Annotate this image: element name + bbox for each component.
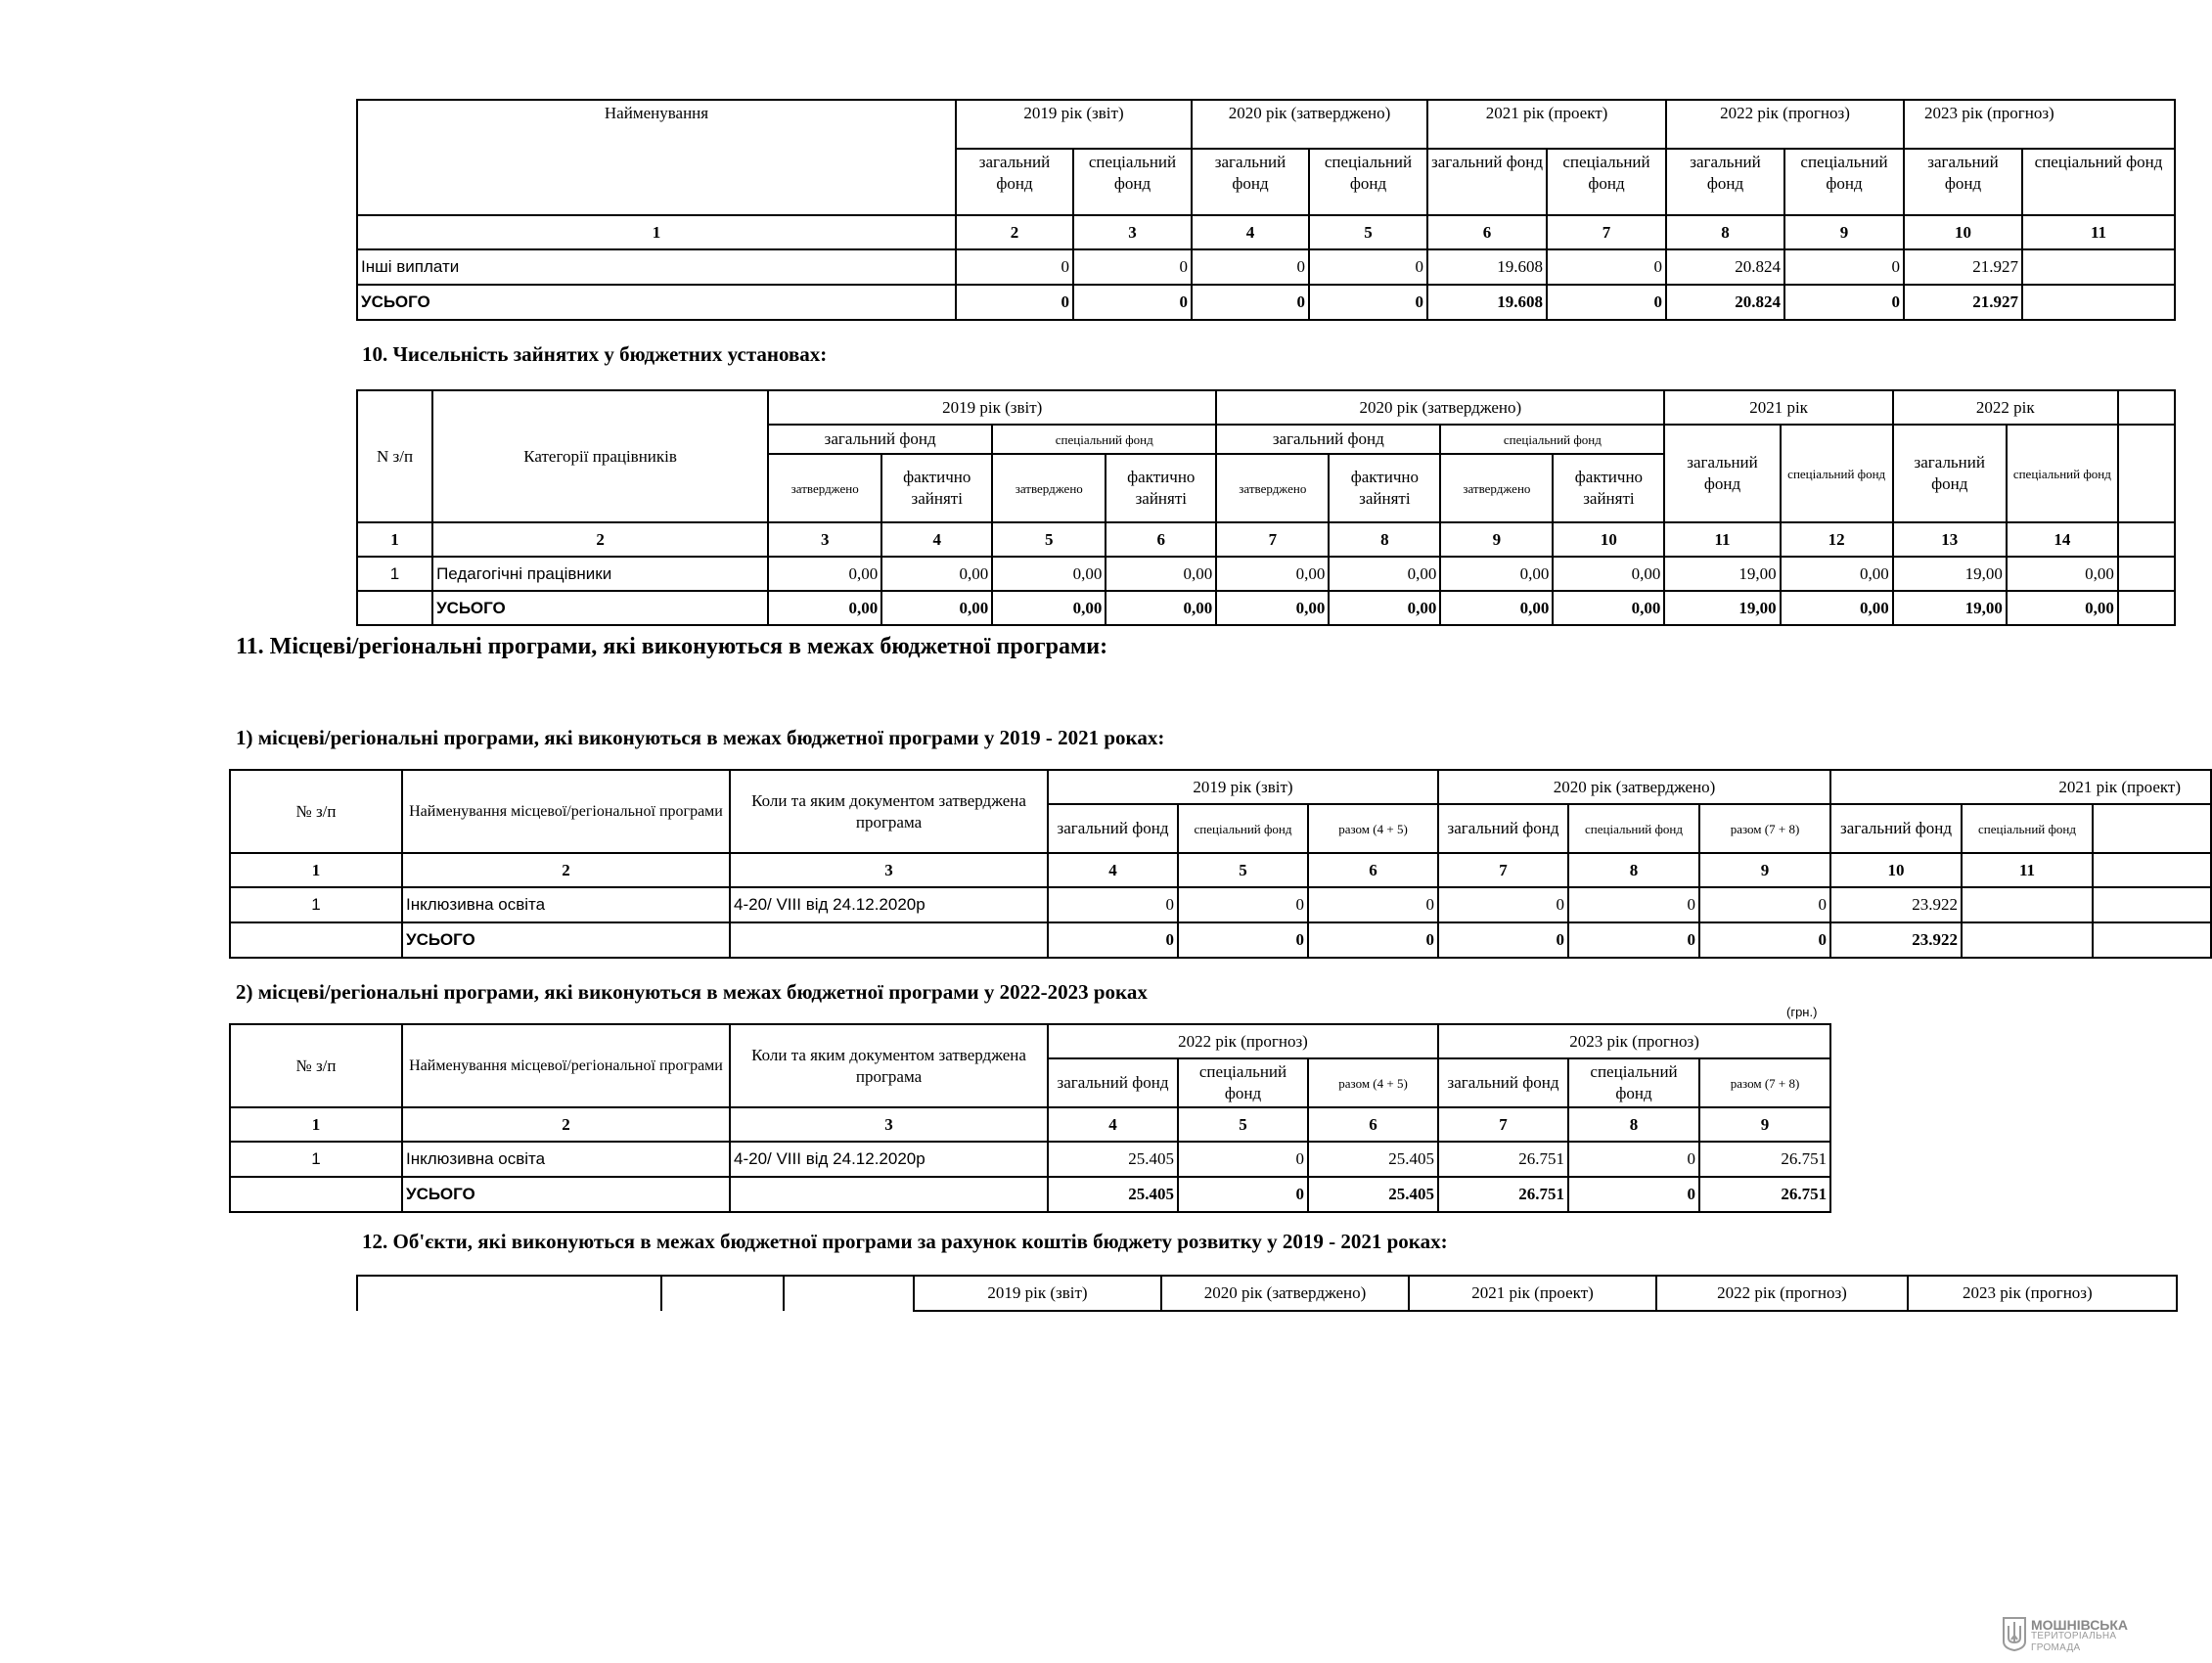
year-header: 2020 рік (затверджено) xyxy=(1161,1276,1409,1311)
col-number: 11 xyxy=(2022,215,2175,249)
logo-line3: ГРОМАДА xyxy=(2031,1641,2081,1653)
cell-value: 0 xyxy=(1568,1177,1699,1212)
col-number: 13 xyxy=(1893,522,2007,557)
row-name: Інклюзивна освіта xyxy=(402,887,730,922)
fund-header: спеціальний фонд xyxy=(1309,149,1427,215)
year-header: 2021 рік xyxy=(1664,390,1892,425)
cell-value: 0 xyxy=(1073,249,1192,285)
table-row xyxy=(357,591,2175,625)
col-number: 11 xyxy=(1962,853,2093,887)
row-name: Інклюзивна освіта xyxy=(402,1142,730,1177)
row-name: Педагогічні працівники xyxy=(432,557,768,591)
cell-value: 0,00 xyxy=(881,591,992,625)
fund-header: загальний фонд xyxy=(956,149,1073,215)
cell-value: 0 xyxy=(1048,887,1178,922)
year-header: 2022 рік xyxy=(1893,390,2118,425)
cell-value xyxy=(2022,285,2175,320)
col-number: 1 xyxy=(357,215,956,249)
row-number xyxy=(230,1177,402,1212)
col-number: 7 xyxy=(1438,1107,1568,1142)
year-header: 2019 рік (звіт) xyxy=(768,390,1216,425)
cell-value: 0,00 xyxy=(1440,557,1553,591)
fund-header: загальний фонд xyxy=(768,425,992,454)
col-number: 4 xyxy=(1192,215,1309,249)
col-number: 1 xyxy=(230,853,402,887)
fund-header: спеціальний фонд xyxy=(1178,804,1308,853)
cell-value: 25.405 xyxy=(1308,1177,1438,1212)
cell-value: 0 xyxy=(1784,285,1904,320)
table-row xyxy=(230,922,2211,958)
cell-value: 0,00 xyxy=(1553,557,1664,591)
sum-header: разом (4 + 5) xyxy=(1308,1058,1438,1107)
year-header: 2020 рік (затверджено) xyxy=(1192,100,1427,149)
fund-header: загальний фонд xyxy=(1830,804,1962,853)
col-number: 7 xyxy=(1216,522,1329,557)
cell-value: 20.824 xyxy=(1666,249,1784,285)
row-document xyxy=(730,1177,1048,1212)
cell-value: 0 xyxy=(1073,285,1192,320)
cell-value: 0 xyxy=(1438,887,1568,922)
col-document-header: Коли та яким документом затверджена програма xyxy=(730,770,1048,853)
cell-value: 0 xyxy=(1568,887,1699,922)
cell-value: 0,00 xyxy=(1216,591,1329,625)
cell-value: 0,00 xyxy=(992,591,1106,625)
cell-value: 0 xyxy=(1192,249,1309,285)
col-number: 3 xyxy=(730,853,1048,887)
cell-value: 25.405 xyxy=(1048,1142,1178,1177)
section-12-title: 12. Об'єкти, які виконуються в межах бюджетної програми за рахунок коштів бюджету розвитку у 2019 - 2021 роках: xyxy=(362,1230,1448,1253)
year-header: 2021 рік (проект) xyxy=(1409,1276,1656,1311)
cell-value: 0 xyxy=(1192,285,1309,320)
cell-value: 0 xyxy=(1178,922,1308,958)
row-name: Інші виплати xyxy=(357,249,956,285)
cell-value: 0,00 xyxy=(881,557,992,591)
section-11-title: 11. Місцеві/регіональні програми, які виконуються в межах бюджетної програми: xyxy=(236,634,1108,659)
fund-header: спеціальний фонд xyxy=(1781,425,1893,522)
col-number: 8 xyxy=(1568,853,1699,887)
cell-value: 0 xyxy=(1784,249,1904,285)
cell-value: 0 xyxy=(1547,285,1666,320)
col-number: 11 xyxy=(1664,522,1780,557)
cell-cut xyxy=(2093,887,2211,922)
fund-header-cut xyxy=(2118,425,2175,522)
cell-value: 19.608 xyxy=(1427,249,1547,285)
col-number: 12 xyxy=(1781,522,1893,557)
col-n-header: № з/п xyxy=(230,770,402,853)
section-11-sub2: 2) місцеві/регіональні програми, які виконуються в межах бюджетної програми у 2022-2023 роках xyxy=(236,980,1148,1004)
col-number: 7 xyxy=(1547,215,1666,249)
row-number xyxy=(357,591,432,625)
fund-header: загальний фонд xyxy=(1048,804,1178,853)
cell-value: 20.824 xyxy=(1666,285,1784,320)
unit-label: (грн.) xyxy=(1786,1005,1818,1019)
actual-header: фактично зайняті xyxy=(1329,454,1440,522)
col-number: 10 xyxy=(1830,853,1962,887)
fund-header: спеціальний фонд xyxy=(1568,804,1699,853)
row-name: УСЬОГО xyxy=(402,922,730,958)
cell-value: 0,00 xyxy=(1106,591,1216,625)
cell-value: 26.751 xyxy=(1438,1142,1568,1177)
col-number: 2 xyxy=(956,215,1073,249)
cell-value: 26.751 xyxy=(1699,1142,1830,1177)
cell-value: 19,00 xyxy=(1664,557,1780,591)
year-header: 2023 рік (прогноз) xyxy=(1904,100,2175,149)
community-logo xyxy=(2002,1616,2128,1656)
programs-2019-2021-wrapper xyxy=(229,769,2182,960)
cell-cut xyxy=(2118,557,2175,591)
col-program-header: Найменування місцевої/регіональної програми xyxy=(402,1024,730,1107)
fund-header: загальний фонд xyxy=(1216,425,1440,454)
cell-value: 0,00 xyxy=(768,591,881,625)
col-n-header: № з/п xyxy=(230,1024,402,1107)
cell-value: 0,00 xyxy=(1781,591,1893,625)
col-program-header: Найменування місцевої/регіональної програми xyxy=(402,770,730,853)
cell-value: 0 xyxy=(1309,285,1427,320)
year-header: 2022 рік (прогноз) xyxy=(1666,100,1904,149)
cell-value: 0 xyxy=(1438,922,1568,958)
trident-emblem-icon xyxy=(2002,1616,2027,1656)
col-number: 9 xyxy=(1699,853,1830,887)
year-header: 2022 рік (прогноз) xyxy=(1656,1276,1908,1311)
row-number: 1 xyxy=(230,1142,402,1177)
cell-value: 0,00 xyxy=(1106,557,1216,591)
cell-value: 0,00 xyxy=(1553,591,1664,625)
col-number: 8 xyxy=(1329,522,1440,557)
col-number: 2 xyxy=(402,853,730,887)
row-name: УСЬОГО xyxy=(402,1177,730,1212)
fund-header: спеціальний фонд xyxy=(2007,425,2118,522)
year-header-cut xyxy=(2118,390,2175,425)
fund-header: спеціальний фонд xyxy=(1784,149,1904,215)
fund-header: загальний фонд xyxy=(1048,1058,1178,1107)
year-header: 2019 рік (звіт) xyxy=(914,1276,1161,1311)
cell-value: 21.927 xyxy=(1904,285,2022,320)
col-number: 5 xyxy=(1309,215,1427,249)
cell-value: 26.751 xyxy=(1699,1177,1830,1212)
cell-value: 0 xyxy=(1048,922,1178,958)
col-document-header: Коли та яким документом затверджена програма xyxy=(730,1024,1048,1107)
cell-value: 19.608 xyxy=(1427,285,1547,320)
cell-value: 0,00 xyxy=(1440,591,1553,625)
table-row xyxy=(230,1177,1830,1212)
cell-value: 0 xyxy=(1699,922,1830,958)
cell-value: 0,00 xyxy=(1781,557,1893,591)
staff-table-wrapper xyxy=(356,389,2114,629)
fund-header: спеціальний фонд xyxy=(1440,425,1664,454)
blank-header xyxy=(784,1276,914,1311)
col-number: 3 xyxy=(768,522,881,557)
cell-value: 25.405 xyxy=(1048,1177,1178,1212)
table-row xyxy=(230,1142,1830,1177)
cell-value: 19,00 xyxy=(1893,591,2007,625)
cell-value: 0 xyxy=(1568,1142,1699,1177)
col-number: 4 xyxy=(1048,853,1178,887)
cell-value: 0 xyxy=(956,285,1073,320)
col-number: 8 xyxy=(1666,215,1784,249)
sum-header: разом (4 + 5) xyxy=(1308,804,1438,853)
fund-header: загальний фонд xyxy=(1192,149,1309,215)
section-11-sub1: 1) місцеві/регіональні програми, які виконуються в межах бюджетної програми у 2019 - 2021 роках: xyxy=(236,726,1165,749)
cell-value: 21.927 xyxy=(1904,249,2022,285)
cell-cut xyxy=(2118,591,2175,625)
sum-header: разом (7 + 8) xyxy=(1699,804,1830,853)
col-number: 9 xyxy=(1699,1107,1830,1142)
col-number: 3 xyxy=(1073,215,1192,249)
col-name-header: Найменування xyxy=(357,100,956,215)
cell-value: 0 xyxy=(1308,922,1438,958)
programs-2019-2021-table xyxy=(229,769,2212,959)
cell-value: 0 xyxy=(956,249,1073,285)
fund-header: спеціальний фонд xyxy=(2022,149,2175,215)
year-header: 2020 рік (затверджено) xyxy=(1216,390,1664,425)
col-category-header: Категорії працівників xyxy=(432,390,768,522)
actual-header: фактично зайняті xyxy=(1106,454,1216,522)
row-number: 1 xyxy=(357,557,432,591)
cell-value: 0 xyxy=(1699,887,1830,922)
row-number: 1 xyxy=(230,887,402,922)
year-header: 2019 рік (звіт) xyxy=(1048,770,1438,804)
cell-value: 0 xyxy=(1308,887,1438,922)
cell-value: 0 xyxy=(1178,887,1308,922)
col-number: 5 xyxy=(1178,853,1308,887)
cell-value: 0,00 xyxy=(2007,557,2118,591)
cell-value: 0 xyxy=(1178,1142,1308,1177)
blank-header xyxy=(661,1276,784,1311)
col-number: 3 xyxy=(730,1107,1048,1142)
year-header: 2023 рік (прогноз) xyxy=(1438,1024,1830,1058)
sum-header: разом (7 + 8) xyxy=(1699,1058,1830,1107)
row-document xyxy=(730,922,1048,958)
table-row xyxy=(357,249,2175,285)
cell-value xyxy=(2022,249,2175,285)
fund-header: загальний фонд xyxy=(1438,1058,1568,1107)
col-number: 6 xyxy=(1308,853,1438,887)
col-number: 8 xyxy=(1568,1107,1699,1142)
fund-header: загальний фонд xyxy=(1664,425,1780,522)
fund-header: загальний фонд xyxy=(1904,149,2022,215)
table-row xyxy=(357,285,2175,320)
cell-value: 19,00 xyxy=(1893,557,2007,591)
col-n-header: N з/п xyxy=(357,390,432,522)
objects-table xyxy=(356,1275,2178,1312)
col-number: 5 xyxy=(1178,1107,1308,1142)
table-row xyxy=(230,887,2211,922)
cell-value: 0,00 xyxy=(1329,557,1440,591)
cell-value: 0,00 xyxy=(1216,557,1329,591)
fund-header: загальний фонд xyxy=(1893,425,2007,522)
objects-table-wrapper xyxy=(356,1275,2093,1312)
actual-header: фактично зайняті xyxy=(1553,454,1664,522)
programs-2022-2023-table xyxy=(229,1023,1831,1213)
logo-line1: МОШНІВСЬКА xyxy=(2031,1616,2129,1633)
fund-header: спеціальний фонд xyxy=(1073,149,1192,215)
year-header: 2022 рік (прогноз) xyxy=(1048,1024,1438,1058)
fund-header-cut xyxy=(2093,804,2211,853)
cell-value: 26.751 xyxy=(1438,1177,1568,1212)
col-number: 2 xyxy=(432,522,768,557)
col-number: 5 xyxy=(992,522,1106,557)
cell-value: 23.922 xyxy=(1830,922,1962,958)
col-number: 14 xyxy=(2007,522,2118,557)
year-header: 2023 рік (прогноз) xyxy=(1908,1276,2177,1311)
cell-value: 0,00 xyxy=(992,557,1106,591)
year-header: 2021 рік (проект) xyxy=(1427,100,1666,149)
col-number: 2 xyxy=(402,1107,730,1142)
cell-value xyxy=(1962,887,2093,922)
cell-value: 0 xyxy=(1178,1177,1308,1212)
fund-header: загальний фонд xyxy=(1438,804,1568,853)
col-number-cut xyxy=(2118,522,2175,557)
fund-header: спеціальний фонд xyxy=(1547,149,1666,215)
staff-table xyxy=(356,389,2176,626)
approved-header: затверджено xyxy=(992,454,1106,522)
col-number: 6 xyxy=(1308,1107,1438,1142)
fund-header: загальний фонд xyxy=(1666,149,1784,215)
year-header: 2020 рік (затверджено) xyxy=(1438,770,1830,804)
expenses-table-wrapper xyxy=(356,99,2163,324)
cell-value: 0,00 xyxy=(1329,591,1440,625)
cell-cut xyxy=(2093,922,2211,958)
row-name: УСЬОГО xyxy=(357,285,956,320)
section-10-title: 10. Чисельність зайнятих у бюджетних установах: xyxy=(362,342,828,366)
cell-value: 19,00 xyxy=(1664,591,1780,625)
fund-header: спеціальний фонд xyxy=(1568,1058,1699,1107)
col-number: 9 xyxy=(1784,215,1904,249)
fund-header: спеціальний фонд xyxy=(1962,804,2093,853)
cell-value: 0,00 xyxy=(768,557,881,591)
col-number: 10 xyxy=(1904,215,2022,249)
row-name: УСЬОГО xyxy=(432,591,768,625)
fund-header: загальний фонд xyxy=(1427,149,1547,215)
actual-header: фактично зайняті xyxy=(881,454,992,522)
col-number: 6 xyxy=(1427,215,1547,249)
cell-value: 0 xyxy=(1547,249,1666,285)
approved-header: затверджено xyxy=(1216,454,1329,522)
col-number: 4 xyxy=(881,522,992,557)
col-number: 9 xyxy=(1440,522,1553,557)
blank-header xyxy=(357,1276,661,1311)
col-number-cut xyxy=(2093,853,2211,887)
cell-value xyxy=(1962,922,2093,958)
cell-value: 23.922 xyxy=(1830,887,1962,922)
fund-header: спеціальний фонд xyxy=(992,425,1216,454)
col-number: 1 xyxy=(230,1107,402,1142)
expenses-table xyxy=(356,99,2176,321)
cell-value: 0 xyxy=(1309,249,1427,285)
approved-header: затверджено xyxy=(768,454,881,522)
col-number: 7 xyxy=(1438,853,1568,887)
cell-value: 0 xyxy=(1568,922,1699,958)
year-header: 2021 рік (проект) xyxy=(1830,770,2211,804)
row-document: 4-20/ VIII від 24.12.2020р xyxy=(730,1142,1048,1177)
approved-header: затверджено xyxy=(1440,454,1553,522)
logo-line2: ТЕРИТОРІАЛЬНА xyxy=(2031,1630,2117,1641)
col-number: 6 xyxy=(1106,522,1216,557)
row-document: 4-20/ VIII від 24.12.2020р xyxy=(730,887,1048,922)
col-number: 4 xyxy=(1048,1107,1178,1142)
cell-value: 0,00 xyxy=(2007,591,2118,625)
row-number xyxy=(230,922,402,958)
col-number: 1 xyxy=(357,522,432,557)
cell-value: 25.405 xyxy=(1308,1142,1438,1177)
table-row xyxy=(357,557,2175,591)
year-header: 2019 рік (звіт) xyxy=(956,100,1192,149)
col-number: 10 xyxy=(1553,522,1664,557)
fund-header: спеціальний фонд xyxy=(1178,1058,1308,1107)
